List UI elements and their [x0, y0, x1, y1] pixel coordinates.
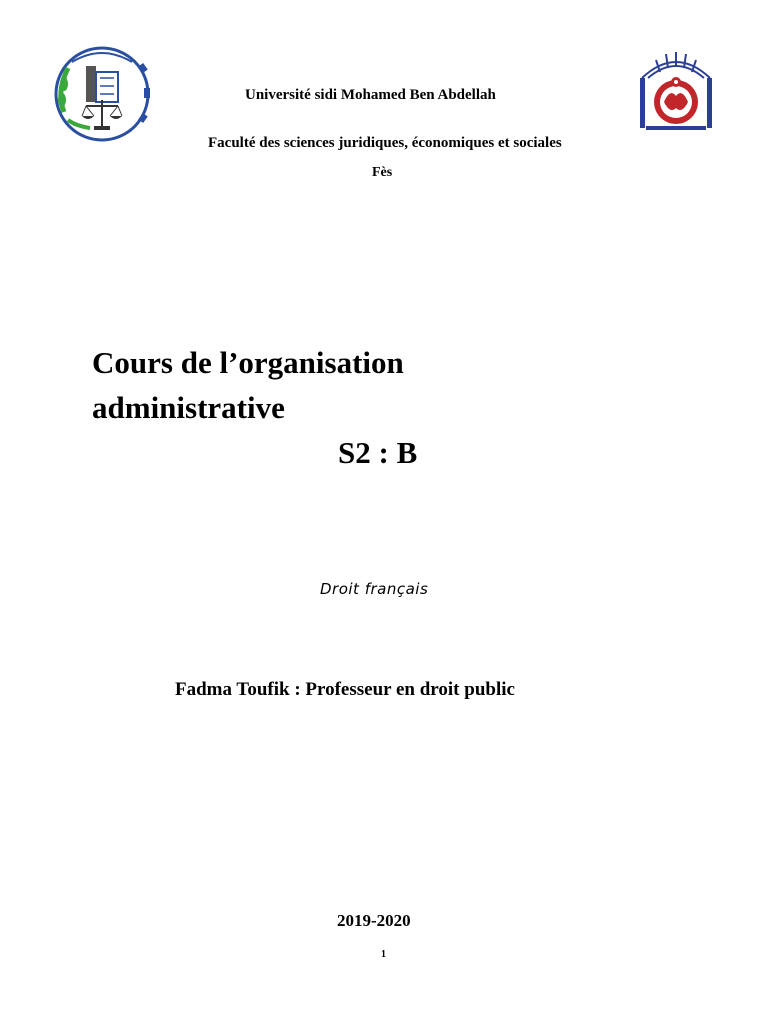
semester-label: S2 : B [338, 435, 418, 470]
university-name: Université sidi Mohamed Ben Abdellah [245, 87, 496, 103]
university-seal-icon [636, 48, 716, 132]
academic-year: 2019-2020 [337, 911, 411, 930]
subject-label: Droit français [320, 580, 429, 598]
city-name: Fès [372, 165, 393, 180]
course-title [92, 340, 512, 430]
page-number: 1 [381, 949, 386, 960]
course-title-line1: Cours de l’organisation [92, 345, 404, 380]
course-title-line2: administrative [92, 390, 285, 425]
author-line: Fadma Toufik : Professeur en droit public [175, 679, 515, 700]
faculty-emblem-icon [50, 42, 150, 146]
faculty-name: Faculté des sciences juridiques, économiques et sociales [208, 135, 562, 151]
